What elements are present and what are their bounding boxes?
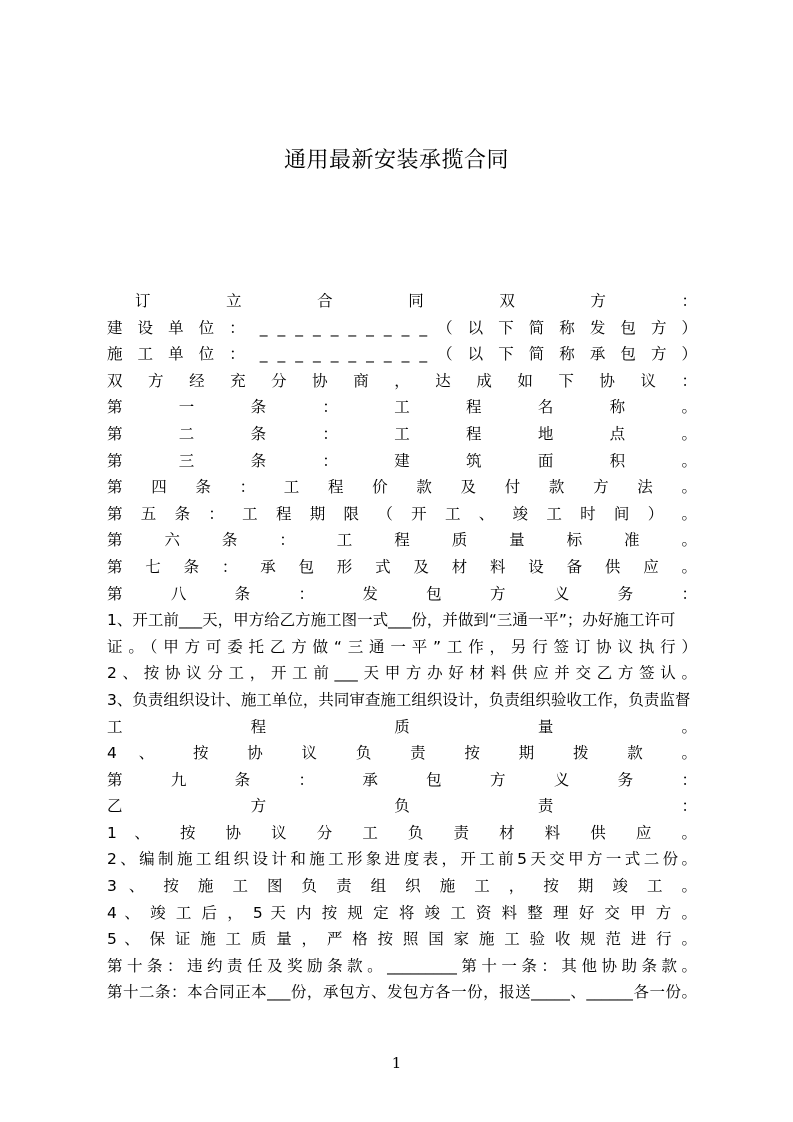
- contract-line: 1、开工前___天，甲方给乙方施工图一式___份，并做到“三通一平”；办好施工许可: [107, 611, 676, 630]
- contract-line: 3 、 按 施 工 图 负 责 组 织 施 工 ， 按 期 竣 工 。: [107, 877, 697, 896]
- contract-line: 施 工 单 位 ： _ _ _ _ _ _ _ _ _ _ （ 以 下 简 称 承 包 方 ）: [107, 345, 697, 364]
- page-number: 1: [391, 1054, 402, 1072]
- contract-line: 3、负责组织设计、施工单位，共同审查施工组织设计，负责组织验收工作，负责监督: [107, 690, 691, 709]
- contract-line: 2、按协议分工，开工前___天甲方办好材料供应并交乙方签认。: [107, 664, 697, 683]
- contract-line: 第 八 条 ： 发 包 方 义 务 ：: [107, 584, 697, 603]
- contract-line: 乙 方 负 责 ：: [107, 797, 697, 816]
- contract-line: 第 一 条 ： 工 程 名 称 。: [107, 398, 697, 417]
- contract-line: 第 四 条 ： 工 程 价 款 及 付 款 方 法 。: [107, 478, 697, 497]
- contract-line: 1 、 按 协 议 分 工 负 责 材 料 供 应 。: [107, 823, 697, 842]
- contract-line: 双 方 经 充 分 协 商 ， 达 成 如 下 协 议 ：: [107, 371, 697, 390]
- contract-line: 第 七 条 ： 承 包 形 式 及 材 料 设 备 供 应 。: [107, 557, 697, 576]
- contract-line: 建 设 单 位 ： _ _ _ _ _ _ _ _ _ _ （ 以 下 简 称 发 包 方 ）: [107, 318, 697, 337]
- contract-line: 4 、 竣 工 后 ， 5 天 内 按 规 定 将 竣 工 资 料 整 理 好 交 甲 方 。: [107, 903, 697, 922]
- contract-line: 第 三 条 ： 建 筑 面 积 。: [107, 451, 697, 470]
- contract-line: 第十二条：本合同正本___份，承包方、发包方各一份，报送_____、______各一份。: [107, 983, 697, 1002]
- contract-line: 2、编制施工组织设计和施工形象进度表，开工前5天交甲方一式二份。: [107, 850, 697, 869]
- contract-line: 第十条：违约责任及奖励条款。_________第十一条：其他协助条款。: [107, 956, 697, 975]
- contract-line: 订 立 合 同 双 方 ：: [135, 292, 697, 310]
- contract-body: [107, 288, 697, 1006]
- contract-line: 第 二 条 ： 工 程 地 点 。: [107, 424, 697, 443]
- contract-line: 5 、 保 证 施 工 质 量 ， 严 格 按 照 国 家 施 工 验 收 规 范 进 行 。: [107, 930, 697, 949]
- contract-line: 工 程 质 量 。: [107, 717, 697, 736]
- contract-line: 第 五 条 ： 工 程 期 限 （ 开 工 、 竣 工 时 间 ） 。: [107, 504, 697, 523]
- contract-line: 第 九 条 ： 承 包 方 义 务 ：: [107, 770, 697, 789]
- contract-line: 第 六 条 ： 工 程 质 量 标 准 。: [107, 531, 697, 550]
- document-title: 通用最新安装承揽合同: [283, 148, 509, 173]
- contract-line: 4 、 按 协 议 负 责 按 期 拨 款 。: [107, 744, 697, 763]
- contract-line: 证。（甲方可委托乙方做“三通一平”工作，另行签订协议执行）: [107, 637, 697, 656]
